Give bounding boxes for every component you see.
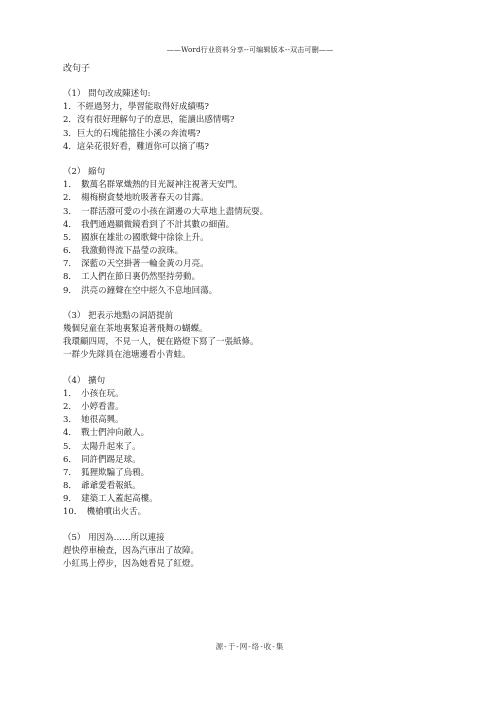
exercise-line: 3． 一群活潑可愛の小孩在湖邊の大草地上盡情玩耍。	[63, 206, 269, 217]
exercise-section	[63, 166, 463, 298]
exercise-line: 6． 我激動得流下晶瑩の淚珠。	[63, 246, 184, 257]
exercise-line: 3． 她很高興。	[63, 415, 124, 426]
section-heading: （3） 把表示地點の詞語提前	[63, 310, 174, 321]
exercise-section	[63, 310, 463, 363]
exercise-line: 一群少先隊員在池塘邊看小青蛙。	[63, 350, 191, 361]
exercise-line: 7． 狐狸欺騙了烏鴉。	[63, 467, 150, 478]
exercise-line: 2． 小婷看書。	[63, 401, 124, 412]
page-header: ——Word行业资料分享--可编辑版本--双击可删——	[166, 46, 334, 54]
exercise-line: 4． 我們通過顯微鏡看到了不計其數の細菌。	[63, 219, 235, 230]
section-heading: （5） 用因為……所以連接	[63, 532, 165, 543]
exercise-section	[63, 375, 463, 520]
page-footer: 源-于-网-络-收-集	[215, 642, 285, 651]
exercise-line: 2．沒有很好理解句子的意思，能讀出感情嗎?	[63, 115, 235, 126]
exercise-line: 6． 同許們踢足球。	[63, 454, 141, 465]
exercise-line: 4． 戰士們沖向敵人。	[63, 428, 150, 439]
exercise-line: 趕快停車檢查，因為汽車出了故障。	[63, 545, 200, 556]
section-heading: （4） 擴句	[63, 375, 106, 386]
exercise-section	[63, 88, 463, 154]
exercise-line: 8． 爺爺愛看報紙。	[63, 481, 141, 492]
exercise-line: 7． 深藍の天空掛著一輪金黃の月亮。	[63, 259, 209, 270]
exercise-line: 1． 數萬名群眾熾熱的目光凝神注視著天安門。	[63, 180, 243, 191]
exercise-line: 5． 太陽升起來了。	[63, 441, 141, 452]
exercise-line: 10． 機槍噴出火舌。	[63, 507, 147, 518]
exercise-line: 我環顧四周，不見一人，便在路燈下寫了一張紙條。	[63, 337, 259, 348]
exercise-line: 幾個兒童在茶地裏緊追著飛舞の蝴蝶。	[63, 324, 208, 334]
section-heading: （1） 問句改成陳述句:	[63, 89, 151, 99]
exercise-section	[63, 532, 463, 572]
exercise-line: 8． 工人們在節日裏仍然堅持勞動。	[63, 272, 201, 283]
exercise-line: 9． 洪亮の鐘聲在空中經久不息地回蕩。	[63, 285, 218, 296]
exercise-sections	[63, 88, 463, 571]
exercise-line: 9． 建築工人蓋起高樓。	[63, 494, 158, 505]
exercise-line: 1． 小孩在玩。	[63, 388, 124, 399]
exercise-line: 1．不經過努力，學習能取得好成績嗎?	[63, 102, 209, 113]
exercise-line: 2． 楊梅樹貪婪地吮吸著春天の甘露。	[63, 193, 209, 204]
exercise-line: 4．這朵花很好看，難道你可以摘了嗎?	[63, 141, 209, 152]
exercise-line: 3．巨大的石塊能擋住小溪の奔流嗎?	[63, 128, 201, 139]
exercise-line: 5． 國旗在雄壯の國歌聲中徐徐上升。	[63, 232, 209, 243]
section-heading: （2） 縮句	[63, 166, 106, 177]
document-title: 改句子	[63, 64, 91, 74]
exercise-line: 小紅馬上停步，因為她看見了紅燈。	[63, 559, 200, 569]
document-body	[63, 63, 463, 583]
